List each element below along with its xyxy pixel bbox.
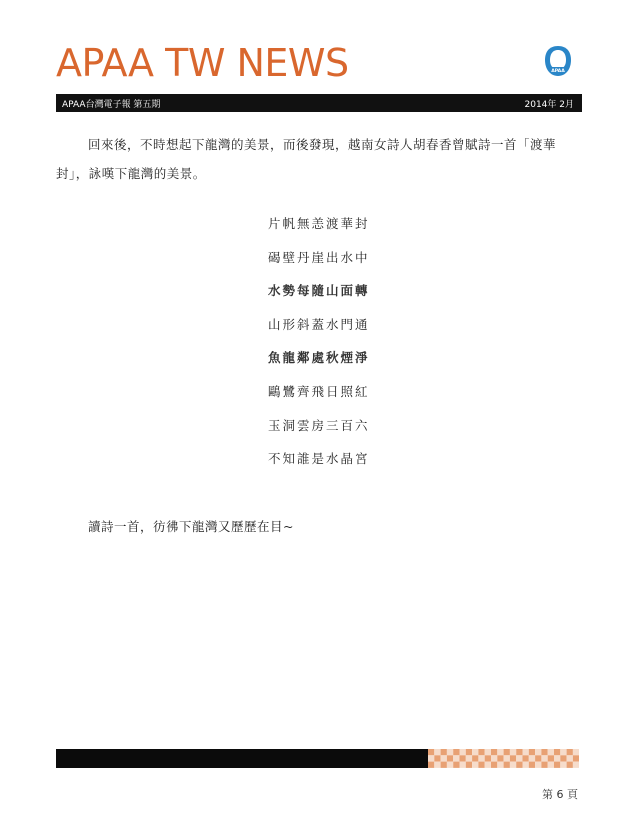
- poem-line: 片帆無恙渡華封: [268, 216, 370, 231]
- checker-cell: [573, 755, 579, 761]
- footer-bar: [56, 749, 428, 768]
- poem-line: 不知誰是水晶宮: [268, 451, 370, 467]
- article-paragraph-1: 回來後，不時想起下龍灣的美景，而後發現，越南女詩人胡春香曾賦詩一首「渡華封」，詠嘆下龍灣的美景。: [56, 137, 557, 181]
- checker-cell: [434, 762, 440, 768]
- checker-cell: [453, 762, 459, 768]
- checker-cell: [548, 755, 554, 761]
- checker-cell: [447, 755, 453, 761]
- issue-label: APAA台灣電子報 第五期: [62, 100, 161, 110]
- checker-cell: [485, 762, 491, 768]
- checker-cell: [554, 762, 560, 768]
- checker-cell: [548, 749, 554, 755]
- checker-cell: [529, 749, 535, 755]
- checker-cell: [491, 755, 497, 761]
- checker-cell: [460, 755, 466, 761]
- checker-cell: [560, 762, 566, 768]
- checker-cell: [516, 749, 522, 755]
- checker-cell: [541, 755, 547, 761]
- poem-line: 碣壁丹崖出水中: [268, 249, 370, 265]
- checker-cell: [491, 762, 497, 768]
- checker-cell: [478, 749, 484, 755]
- checker-cell: [535, 755, 541, 761]
- checker-cell: [554, 749, 560, 755]
- checker-cell: [573, 762, 579, 768]
- checker-cell: [428, 749, 434, 755]
- logo-text: APAA: [551, 69, 565, 74]
- checker-cell: [523, 749, 529, 755]
- checker-cell: [466, 755, 472, 761]
- checker-cell: [441, 755, 447, 761]
- checker-cell: [541, 749, 547, 755]
- checker-cell: [453, 755, 459, 761]
- checker-cell: [504, 755, 510, 761]
- checker-cell: [554, 755, 560, 761]
- checker-cell: [535, 762, 541, 768]
- checker-cell: [460, 762, 466, 768]
- checker-cell: [567, 755, 573, 761]
- checker-cell: [485, 755, 491, 761]
- checker-cell: [472, 749, 478, 755]
- checker-cell: [523, 762, 529, 768]
- checker-cell: [447, 749, 453, 755]
- checker-cell: [472, 755, 478, 761]
- footer-checker-pattern: [428, 749, 579, 768]
- checker-cell: [560, 755, 566, 761]
- checker-cell: [497, 749, 503, 755]
- checker-cell: [541, 762, 547, 768]
- checker-cell: [441, 762, 447, 768]
- checker-cell: [510, 762, 516, 768]
- checker-cell: [453, 749, 459, 755]
- checker-cell: [434, 749, 440, 755]
- checker-cell: [504, 749, 510, 755]
- checker-cell: [535, 749, 541, 755]
- checker-cell: [460, 749, 466, 755]
- checker-cell: [466, 749, 472, 755]
- checker-cell: [497, 755, 503, 761]
- checker-cell: [434, 755, 440, 761]
- checker-cell: [510, 749, 516, 755]
- article-paragraph-2: 讀詩一首，彷彿下龍灣又歷歷在目~: [88, 519, 294, 534]
- apaa-logo: [543, 45, 573, 78]
- poem-line: 玉洞雲房三百六: [268, 417, 370, 433]
- checker-cell: [447, 762, 453, 768]
- checker-cell: [428, 755, 434, 761]
- checker-cell: [504, 762, 510, 768]
- checker-cell: [466, 762, 472, 768]
- checker-cell: [529, 762, 535, 768]
- checker-cell: [523, 755, 529, 761]
- header-bar: [56, 94, 582, 112]
- poem-line: 魚龍鄰處秋煙淨: [268, 350, 370, 366]
- checker-cell: [478, 762, 484, 768]
- checker-cell: [485, 749, 491, 755]
- checker-cell: [567, 749, 573, 755]
- newsletter-title: APAA TW NEWS: [56, 41, 349, 85]
- checker-cell: [478, 755, 484, 761]
- issue-date: 2014年 2月: [524, 100, 574, 110]
- checker-cell: [510, 755, 516, 761]
- poem: [268, 214, 408, 483]
- checker-cell: [548, 762, 554, 768]
- poem-line: 山形斜蓋水門通: [268, 316, 370, 332]
- checker-cell: [472, 762, 478, 768]
- checker-cell: [560, 749, 566, 755]
- checker-cell: [516, 755, 522, 761]
- poem-line: 鷗鷺齊飛日照紅: [268, 383, 370, 399]
- checker-cell: [529, 755, 535, 761]
- checker-cell: [497, 762, 503, 768]
- page-number: 第 6 頁: [542, 788, 578, 801]
- poem-line: 水勢每隨山面轉: [268, 283, 370, 299]
- checker-cell: [441, 749, 447, 755]
- checker-cell: [491, 749, 497, 755]
- checker-cell: [567, 762, 573, 768]
- checker-cell: [573, 749, 579, 755]
- checker-cell: [428, 762, 434, 768]
- checker-cell: [516, 762, 522, 768]
